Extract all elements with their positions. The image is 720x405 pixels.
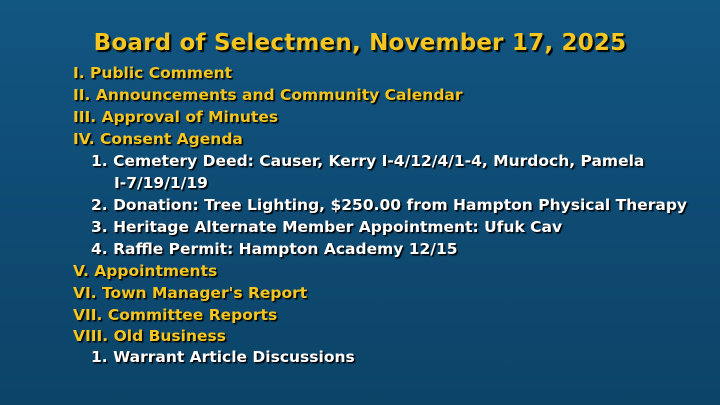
agenda-section-committee-reports: VII. Committee Reports xyxy=(73,306,278,324)
agenda-section-announcements: II. Announcements and Community Calendar xyxy=(73,86,463,104)
agenda-section-public-comment: I. Public Comment xyxy=(73,64,233,82)
agenda-list xyxy=(73,62,713,368)
agenda-item-cemetery-deed: 1. Cemetery Deed: Causer, Kerry I-4/12/4/1-4, Murdoch, Pamela xyxy=(91,152,645,170)
agenda-section-appointments: V. Appointments xyxy=(73,262,218,280)
agenda-item-donation: 2. Donation: Tree Lighting, $250.00 from Hampton Physical Therapy xyxy=(91,196,688,214)
agenda-item-cemetery-deed-continued: I-7/19/1/19 xyxy=(114,174,208,192)
agenda-item-raffle-permit: 4. Raffle Permit: Hampton Academy 12/15 xyxy=(91,240,458,258)
slide-title: Board of Selectmen, November 17, 2025 xyxy=(93,30,627,56)
agenda-section-consent-agenda: IV. Consent Agenda xyxy=(73,130,243,148)
agenda-section-approval-of-minutes: III. Approval of Minutes xyxy=(73,108,279,126)
agenda-section-old-business: VIII. Old Business xyxy=(73,327,226,345)
agenda-item-heritage-appointment: 3. Heritage Alternate Member Appointment: Ufuk Cav xyxy=(91,218,563,236)
agenda-item-warrant-article-discussions: 1. Warrant Article Discussions xyxy=(91,348,355,366)
agenda-section-town-manager-report: VI. Town Manager's Report xyxy=(73,284,308,302)
